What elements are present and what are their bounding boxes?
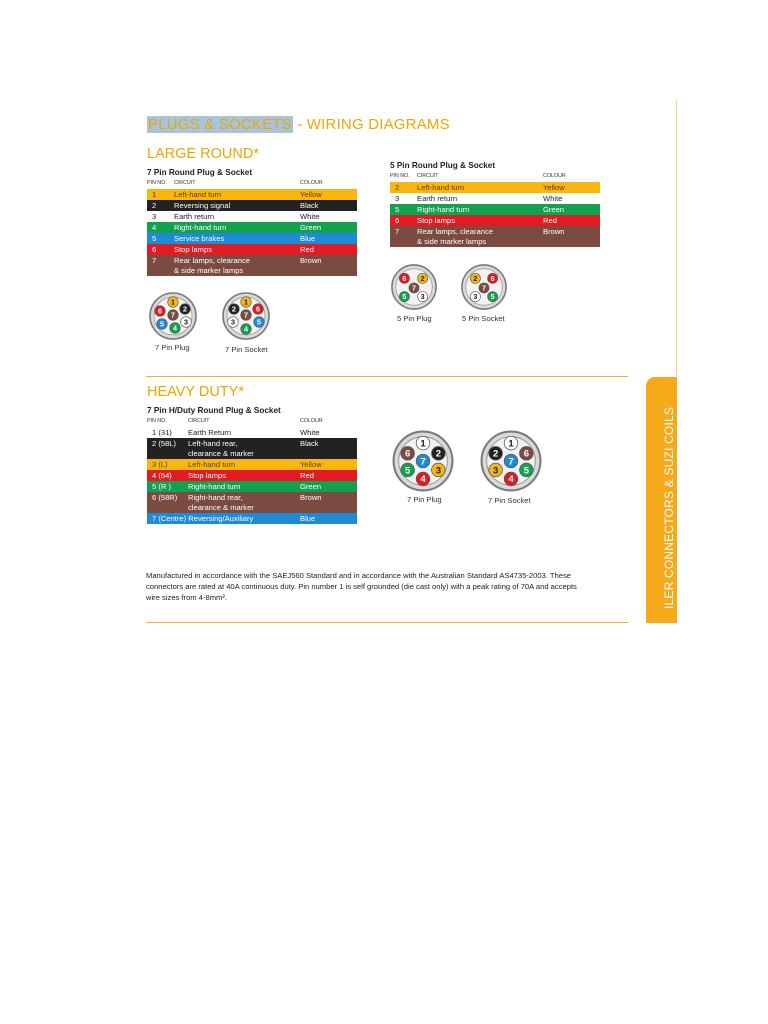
- pin-number: 1: [420, 438, 426, 450]
- pin-number: 7: [170, 310, 176, 320]
- colour-cell: Black: [300, 439, 319, 448]
- column-header: PIN NO.: [147, 418, 167, 424]
- column-header: COLOUR: [300, 180, 323, 186]
- colour-cell: White: [300, 212, 320, 221]
- table-row: [147, 438, 357, 459]
- circuit-cell-line2: & side marker lamps: [417, 237, 487, 246]
- heavy-duty-plug-diagram: [391, 429, 455, 493]
- circuit-cell: Left-hand turn: [188, 460, 236, 469]
- pin-number: 6: [523, 448, 530, 460]
- table-row: [390, 215, 600, 226]
- pin-number: 3: [420, 292, 425, 302]
- pin-number: 3: [230, 317, 236, 327]
- pin-number: 7: [412, 283, 416, 293]
- table-row: [147, 492, 357, 513]
- column-header: PIN NO.: [147, 180, 167, 186]
- pin-cell: 6: [152, 245, 157, 254]
- pin-number: 2: [231, 304, 237, 314]
- side-tab-label: ILER CONNECTORS & SUZI COILS: [662, 406, 676, 609]
- heavy-duty-title: HEAVY DUTY*: [147, 384, 244, 400]
- five-pin-socket-diagram: [460, 263, 508, 311]
- pin-cell: 7: [395, 227, 400, 236]
- pin-cell: 1: [152, 190, 157, 199]
- pin-cell: 3 (L): [152, 460, 168, 469]
- circuit-cell: Right-hand turn: [174, 223, 227, 232]
- pin-number: 7: [420, 456, 426, 468]
- five-pin-plug-label: 5 Pin Plug: [397, 314, 432, 323]
- seven-pin-socket-label: 7 Pin Socket: [225, 345, 268, 354]
- pin-cell: 4: [152, 223, 157, 232]
- table-header: [147, 178, 357, 189]
- circuit-cell: Left-hand turn: [417, 183, 465, 192]
- table-row: [147, 200, 357, 211]
- pin-number: 4: [508, 474, 514, 486]
- circuit-cell: Right-hand turn: [188, 482, 241, 491]
- table-row: [147, 513, 357, 524]
- table-row: [147, 470, 357, 481]
- colour-cell: Green: [300, 482, 322, 491]
- column-header: CIRCUIT: [188, 418, 210, 424]
- pin-number: 4: [420, 474, 426, 486]
- circuit-cell: Earth Return: [188, 428, 232, 437]
- pin-number: 1: [243, 297, 249, 307]
- pin-number: 5: [402, 292, 407, 302]
- pin-number: 6: [404, 448, 411, 460]
- pin-cell: 5 (R ): [152, 482, 171, 491]
- bottom-rule: [146, 622, 628, 623]
- pin-number: 5: [159, 319, 165, 329]
- colour-cell: Green: [543, 205, 565, 214]
- pin-number: 4: [172, 323, 178, 333]
- colour-cell: Brown: [543, 227, 565, 236]
- table-header: [147, 416, 357, 427]
- pin-cell: 6: [395, 216, 400, 225]
- pin-number: 1: [170, 297, 176, 307]
- colour-cell: White: [300, 428, 320, 437]
- circuit-cell-line2: clearance & marker: [188, 449, 254, 458]
- colour-cell: Brown: [300, 493, 322, 502]
- pin-cell: 7 (Centre) Reversing/Auxiliary: [152, 514, 254, 523]
- title-highlight: PLUGS & SOCKETS: [148, 116, 292, 133]
- circuit-cell: Right-hand turn: [417, 205, 470, 214]
- pin-number: 3: [435, 465, 442, 477]
- pin-number: 3: [473, 292, 478, 302]
- pin-number: 7: [508, 456, 514, 468]
- pin-number: 2: [435, 448, 442, 460]
- colour-cell: Blue: [300, 234, 316, 243]
- table-row: [147, 255, 357, 276]
- pin-cell: 2 (58L): [152, 439, 177, 448]
- circuit-cell: Rear lamps, clearance: [417, 227, 493, 236]
- seven-pin-socket-face: [221, 291, 271, 341]
- pin-number: 5: [256, 317, 262, 327]
- seven-pin-subtitle: 7 Pin Round Plug & Socket: [147, 168, 253, 177]
- pin-number: 6: [490, 273, 495, 283]
- pin-cell: 3: [152, 212, 157, 221]
- pin-cell: 2: [395, 183, 400, 192]
- five-pin-socket-face: [460, 263, 508, 311]
- circuit-cell: Stop lamps: [188, 471, 226, 480]
- circuit-cell: Service brakes: [174, 234, 225, 243]
- heavy-duty-socket-label: 7 Pin Socket: [488, 496, 531, 505]
- five-pin-plug-diagram: [390, 263, 438, 311]
- pin-number: 2: [420, 273, 425, 283]
- colour-cell: Red: [300, 245, 314, 254]
- pin-number: 6: [255, 304, 261, 314]
- table-row: [147, 481, 357, 492]
- pin-number: 6: [157, 306, 163, 316]
- table-row: [390, 226, 600, 247]
- pin-cell: 1 (31): [152, 428, 172, 437]
- page-title: [147, 116, 450, 133]
- pin-cell: 2: [152, 201, 157, 210]
- pin-number: 3: [492, 465, 499, 477]
- column-header: PIN NO.: [390, 173, 410, 179]
- colour-cell: Red: [300, 471, 314, 480]
- circuit-cell: Reversing signal: [174, 201, 231, 210]
- table-row: [390, 182, 600, 193]
- pin-number: 2: [182, 304, 188, 314]
- seven-pin-plug-label: 7 Pin Plug: [155, 343, 190, 352]
- column-header: CIRCUIT: [417, 173, 439, 179]
- circuit-cell: Earth return: [174, 212, 215, 221]
- pin-cell: 3: [395, 194, 400, 203]
- pin-cell: 4 (54): [152, 471, 172, 480]
- pin-cell: 5: [395, 205, 400, 214]
- five-pin-plug-face: [390, 263, 438, 311]
- table-row: [147, 459, 357, 470]
- pin-number: 5: [404, 465, 411, 477]
- side-tab: [646, 377, 677, 623]
- pin-number: 6: [402, 273, 407, 283]
- column-header: CIRCUIT: [174, 180, 196, 186]
- circuit-cell: Right-hand rear,: [188, 493, 243, 502]
- circuit-cell: Rear lamps, clearance: [174, 256, 250, 265]
- pin-number: 2: [473, 273, 478, 283]
- colour-cell: Blue: [300, 514, 316, 523]
- heavy-duty-table: [147, 416, 357, 524]
- table-row: [390, 193, 600, 204]
- colour-cell: Green: [300, 223, 322, 232]
- heavy-duty-socket-diagram: [479, 429, 543, 493]
- pin-number: 4: [243, 324, 249, 334]
- seven-pin-table: [147, 178, 357, 276]
- table-row: [147, 427, 357, 438]
- pin-number: 3: [183, 317, 189, 327]
- large-round-title: LARGE ROUND*: [147, 146, 259, 162]
- table-row: [147, 211, 357, 222]
- five-pin-table: [390, 171, 600, 247]
- colour-cell: Yellow: [300, 460, 322, 469]
- circuit-cell: Earth return: [417, 194, 458, 203]
- column-header: COLOUR: [300, 418, 323, 424]
- circuit-cell-line2: clearance & marker: [188, 503, 254, 512]
- pin-cell: 6 (58R): [152, 493, 178, 502]
- circuit-cell: Left-hand turn: [174, 190, 222, 199]
- colour-cell: White: [543, 194, 563, 203]
- table-row: [147, 222, 357, 233]
- pin-number: 1: [508, 438, 514, 450]
- circuit-cell-line2: & side marker lamps: [174, 266, 244, 275]
- colour-cell: Yellow: [300, 190, 322, 199]
- seven-pin-plug-diagram: [148, 291, 198, 341]
- five-pin-subtitle: 5 Pin Round Plug & Socket: [390, 161, 496, 170]
- heavy-duty-subtitle: 7 Pin H/Duty Round Plug & Socket: [147, 406, 281, 415]
- table-row: [147, 233, 357, 244]
- table-header: [390, 171, 600, 182]
- table-row: [147, 244, 357, 255]
- colour-cell: Black: [300, 201, 319, 210]
- pin-cell: 5: [152, 234, 157, 243]
- pin-number: 5: [523, 465, 530, 477]
- title-rest: - WIRING DIAGRAMS: [292, 116, 450, 133]
- pin-number: 7: [243, 310, 249, 320]
- circuit-cell: Left-hand rear,: [188, 439, 238, 448]
- colour-cell: Yellow: [543, 183, 565, 192]
- pin-number: 5: [490, 292, 495, 302]
- pin-cell: 7: [152, 256, 157, 265]
- circuit-cell: Stop lamps: [174, 245, 212, 254]
- table-row: [390, 204, 600, 215]
- colour-cell: Brown: [300, 256, 322, 265]
- right-edge-rule: [676, 100, 677, 376]
- seven-pin-socket-diagram: [221, 291, 271, 341]
- heavy-duty-plug-face: [391, 429, 455, 493]
- seven-pin-plug-face: [148, 291, 198, 341]
- table-row: [147, 189, 357, 200]
- section-divider: [146, 376, 628, 377]
- heavy-duty-socket-face: [479, 429, 543, 493]
- column-header: COLOUR: [543, 173, 566, 179]
- heavy-duty-plug-label: 7 Pin Plug: [407, 495, 442, 504]
- pin-number: 7: [482, 283, 486, 293]
- colour-cell: Red: [543, 216, 557, 225]
- five-pin-socket-label: 5 Pin Socket: [462, 314, 505, 323]
- circuit-cell: Stop lamps: [417, 216, 455, 225]
- pin-number: 2: [492, 448, 499, 460]
- footnote: Manufactured in accordance with the SAEJ560 Standard and in accordance with the Australian Standard AS4735-2003. These connectors are rated at 40A continuous duty. Pin number 1 is self grounded (die cast only) with a peak rating of 70A and accepts wire sizes from 4-8mm².: [146, 571, 577, 602]
